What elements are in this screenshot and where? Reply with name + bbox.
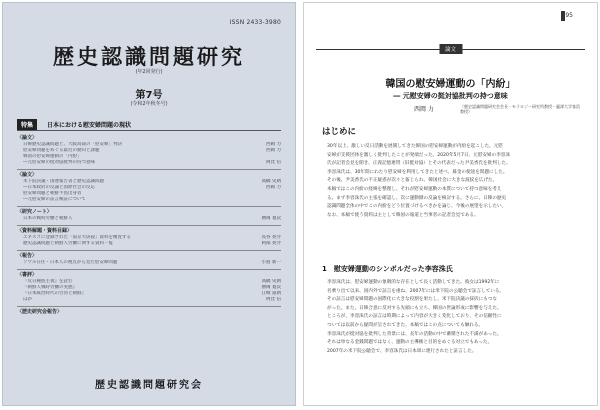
toc-entry-author: 長谷 亮介: [261, 235, 281, 240]
body-line: 李容洙氏は、30年間にわたり慰安婦を利用してきたと述べ、募金の使途を問題にした。: [327, 169, 508, 175]
body-line: 本稿ではこの内紛の経緯を整理し、それが慰安婦運動の本質について持つ意味を考え: [327, 186, 502, 192]
toc-entry-title: ソウル在住・日本人の視点から見た慰安婦問題: [23, 260, 118, 265]
article-subtitle: ― 元慰安婦の挺対協批判の持つ意味: [393, 92, 508, 100]
toc-entry: [17, 297, 281, 303]
toc-entry-title: 慰安婦問題をめぐる最近の動向と課題: [23, 148, 100, 153]
toc-entry: [17, 241, 281, 247]
table-of-contents: [17, 133, 281, 316]
toc-entry-title: ―元慰安婦の証言検証について: [23, 197, 86, 202]
toc-entry-author: 江崎 道朗: [261, 291, 281, 296]
body-line: その証言は慰安婦問題の国際化に大きな役割を果たし、米下院決議の採択にもつな: [327, 297, 497, 303]
toc-divider: [17, 306, 281, 307]
toc-entry-author: 勝岡 寛次: [261, 216, 281, 221]
toc-entry-title: 日本の戦時労働と朝鮮人: [23, 216, 73, 221]
page-number: 95: [565, 12, 573, 19]
body-line: 認識問題全体の中でこの内紛をどう位置づけるべきかを論じ、今後の展望を示したい。: [327, 204, 507, 210]
publisher: 歴史認識問題研究会: [95, 380, 203, 391]
toc-entry: [17, 197, 281, 203]
toc-entry-author: 西岡 力: [266, 185, 281, 190]
issue-number: 第7号: [135, 90, 163, 101]
body-line: 名乗り出て以来、国内外で証言を重ね、2007年には米下院の公聴会で証言している。: [327, 288, 505, 294]
toc-entry-title: 日韓歴史認識問題と、大阪高裁の「慰安婦」判決: [23, 142, 122, 147]
section-heading: 1 慰安婦運動のシンボルだった李容洙氏: [322, 265, 453, 273]
special-feature-header: [17, 119, 281, 131]
body-line: がった。また、日韓合意に反対する先頭にも立ち、韓国の世論形成に影響を与えた。: [327, 305, 502, 311]
toc-entry-author: 小島 新一: [261, 260, 281, 265]
toc-section-label: 〈論文〉: [17, 135, 38, 141]
toc-section-label: 〈論文〉: [17, 172, 38, 178]
body-line: ついては以前から疑問が呈されてきた。本稿ではこの点についても触れる。: [327, 322, 484, 328]
body-line: 30年以上、激しい反日活動を展開してきた韓国の慰安婦運動が内紛を起こした。元慰: [327, 144, 503, 149]
journal-title: 歴史認識問題研究: [53, 44, 245, 69]
toc-entry-title: 歴史認識問題と朝鮮人労働に関する資料一覧: [23, 241, 113, 246]
toc-entry: [17, 260, 281, 266]
toc-entry-title: 『日本統治時代の台湾と朝鮮』: [23, 291, 86, 296]
toc-entry: [17, 216, 281, 222]
toc-entry-title: 韓国の慰安婦運動の「内紛」: [23, 154, 82, 159]
toc-section-label: 〈研究ノート〉: [17, 209, 52, 215]
toc-section-label: 〈資料解題・資料目録〉: [17, 228, 73, 234]
body-line: 李容洙氏が挺対協を批判した背景には、長年の活動の中で蓄積された不満があった。: [327, 331, 502, 337]
toc-entry-author: 阿比 信: [266, 160, 281, 165]
body-line: なお、本稿で使う資料は主として韓国の報道と当事者の記者会見である。: [327, 212, 479, 218]
toc-entry-title: ―日本政府の反論と国際社会の反応: [23, 185, 95, 190]
toc-entry-author: 西岡 力: [266, 148, 281, 153]
toc-divider: [17, 206, 281, 207]
body-line: る。まず李容洙氏の主張を確認し、次に運動側の反論を検討する。さらに、日韓の歴史: [327, 195, 507, 201]
author-affiliation: （歴史認識問題研究会会長・モラロジー研究所教授・麗澤大学客員教授）: [460, 104, 580, 114]
toc-section-label: 〈歴史研究会報告〉: [17, 309, 63, 315]
body-line: ところが、李容洙氏の証言は時期によって内容が大きく変化しており、その信頼性に: [327, 314, 502, 320]
toc-entry-title: ほか: [23, 297, 32, 302]
body-line: その後、尹美香氏の不正疑惑が次々と報じられ、韓国社会に大きな波紋を広げた。: [327, 178, 498, 184]
body-line: 安婦が支援団体を激しく批判したことが発端だった。2020年5月7日、元慰安婦の李容洙: [327, 152, 510, 158]
issn: ISSN 2433-3980: [229, 19, 281, 26]
toc-entry-author: 阿部 亮介: [261, 241, 281, 246]
toc-divider: [17, 250, 281, 251]
body-line: 李容洙氏は、慰安婦運動の象徴的な存在として長く活動してきた。彼女は1992年に: [327, 280, 500, 285]
article-page: [303, 2, 598, 406]
toc-entry-author: 阿比 信: [266, 297, 281, 302]
toc-entry-title: 米下院決議・国連報告書と歴史認識問題: [23, 179, 104, 184]
article-type-badge: 論文: [439, 44, 462, 54]
toc-entry-title: 『朝鮮人戦時労働の実態』: [23, 285, 77, 290]
special-title: 日本における慰安婦問題の現状: [47, 122, 132, 129]
toc-entry-title: 『反日種族主義』を読む: [23, 279, 73, 284]
toc-entry-author: 高橋 史朗: [261, 179, 281, 184]
toc-divider: [17, 269, 281, 270]
intro-heading: はじめに: [322, 127, 357, 137]
toc-divider: [17, 169, 281, 170]
special-tag: 特集: [17, 119, 37, 130]
toc-entry-author: 勝岡 寛次: [261, 285, 281, 290]
toc-section-label: 〈書評〉: [17, 272, 38, 278]
toc-divider: [17, 225, 281, 226]
toc-entry-author: 高橋 史朗: [261, 279, 281, 284]
toc-entry-author: 西岡 力: [266, 142, 281, 147]
toc-entry-title: 慰安婦問題と朝鮮半島出身者: [23, 191, 82, 196]
section-body: [322, 279, 583, 356]
journal-subtitle: (年2回発行): [135, 69, 163, 75]
body-line: 氏が記者会見を開き、正義記憶連帯（旧挺対協）とその代表だった尹美香氏を批判した。: [327, 161, 511, 167]
toc-section-label: 〈報告〉: [17, 253, 38, 259]
toc-entry-title: ユネスコに登録された「南京大虐殺」資料を精査する: [23, 235, 131, 240]
body-line: それは単なる金銭問題ではなく、運動の主導権と目的をめぐる対立でもあった。: [327, 340, 493, 346]
intro-body: [322, 143, 583, 220]
issue-subtitle: (令和2年秋冬号): [130, 101, 168, 107]
toc-entry-title: ―元慰安婦の挺対協批判の持つ意味: [23, 160, 95, 165]
article-author: 西岡 力: [414, 106, 434, 113]
journal-cover: [2, 2, 296, 406]
article-title: 韓国の慰安婦運動の「内紛」: [385, 79, 516, 90]
body-line: 2007年の米下院公聴会で、李容洙氏は日本軍に連行されたと証言した。: [327, 348, 477, 354]
toc-entry: [17, 160, 281, 166]
